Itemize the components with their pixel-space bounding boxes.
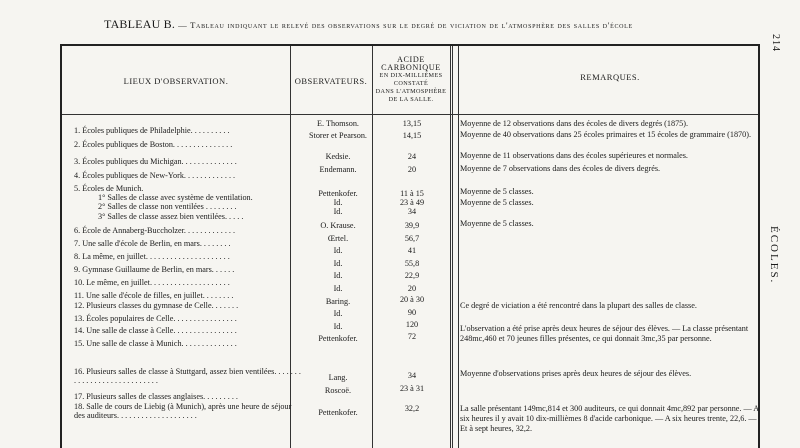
table-row-remarque: Moyenne de 11 observations dans des écoles supérieures et normales. xyxy=(460,151,688,160)
table-row-lieu: 6. École de Annaberg-Buccholzer. . . . . . . . . . . . . xyxy=(74,226,236,235)
table-row-acide: 20 xyxy=(407,165,417,174)
table-row-remarque: Moyenne de 5 classes. xyxy=(460,187,534,196)
table-row-acide: 23 à 49 xyxy=(399,198,425,207)
table-row-acide: 39,9 xyxy=(404,221,420,230)
table-row-observateur: Kedsie. xyxy=(325,152,351,161)
table-row-observateur: Id. xyxy=(333,198,343,207)
table-row-observateur: Id. xyxy=(333,207,343,216)
column-rule xyxy=(458,46,459,448)
table-row-observateur: Œrtel. xyxy=(327,234,349,243)
header-acide-line: DE LA SALLE. xyxy=(388,96,434,103)
header-acide-line: DANS L'ATMOSPHÈRE xyxy=(375,88,447,95)
table-row-acide: 90 xyxy=(407,308,417,317)
header-acide-line: EN DIX-MILLIÈMES xyxy=(379,72,443,79)
table-row-lieu: 10. Le même, en juillet. . . . . . . . . . . . . . . . . . . . xyxy=(74,278,230,287)
header-remarques: REMARQUES. xyxy=(580,72,640,82)
table-row-remarque: La salle présentant 149mc,814 et 300 auditeurs, ce qui donnait 4mc,892 par personne. — A six heures il y avait 10 dix-millièmes 8 d'acide carbonique. — A six heures trente, 22,6. — Et à sept heures, 32,2. xyxy=(460,404,759,433)
table-row-lieu: 14. Une salle de classe à Celle. . . . . . . . . . . . . . . . xyxy=(74,326,237,335)
table-row-acide: 20 à 30 xyxy=(399,295,425,304)
header-acide-line: ACIDE CARBONIQUE xyxy=(381,55,441,72)
table-row-lieu: 12. Plusieurs classes du gymnase de Celle. . . . . . . xyxy=(74,301,239,310)
table-row-observateur: Id. xyxy=(333,309,343,318)
table-row-acide: 55,8 xyxy=(404,259,420,268)
table-row-observateur: Id. xyxy=(333,271,343,280)
table-title xyxy=(104,17,744,32)
header-acide xyxy=(373,56,449,104)
table-row-observateur: Pettenkofer. xyxy=(318,408,358,417)
table-row-lieu: 3. Écoles publiques du Michigan. . . . . . . . . . . . . . xyxy=(74,157,237,166)
table-row-acide: 13,15 xyxy=(402,119,422,128)
side-label: ÉCOLES. xyxy=(768,226,780,285)
table-row-lieu: 5. Écoles de Munich. xyxy=(74,184,144,193)
table-row-observateur: Baring. xyxy=(325,297,351,306)
column-rule xyxy=(450,46,453,448)
table-row-lieu: 4. Écoles publiques de New-York. . . . . . . . . . . . . xyxy=(74,171,236,180)
header-observateurs: OBSERVATEURS. xyxy=(294,76,368,86)
table-row-acide: 11 à 15 xyxy=(400,189,424,198)
header-lieux: LIEUX D'OBSERVATION. xyxy=(123,76,229,86)
table-row-acide: 14,15 xyxy=(402,131,422,140)
table-row-remarque: L'observation a été prise après deux heures de séjour des élèves. — La classe présentant 248mc,460 et 70 jeunes filles présentes, ce qui donnait 3mc,35 par personne. xyxy=(460,324,749,343)
table-row-remarque: Moyenne de 5 classes. xyxy=(460,219,534,228)
table-row-remarque: Moyenne de 12 observations dans des écoles de divers degrés (1875). xyxy=(460,119,689,128)
table-row-lieu: 15. Une salle de classe à Munich. . . . . . . . . . . . . . xyxy=(74,339,237,348)
tableau-label: TABLEAU B. xyxy=(104,17,176,31)
table-row-lieu: 16. Plusieurs salles de classe à Stuttgard, assez bien ventilées. . . . . . . . . . . . . . . . . . . . . . . . . . . . xyxy=(74,367,301,385)
table-row-lieu: 9. Gymnase Guillaume de Berlin, en mars. . . . . . xyxy=(74,265,235,274)
table-row-lieu: 11. Une salle d'école de filles, en juillet. . . . . . . . xyxy=(74,291,234,300)
table-row-acide: 32,2 xyxy=(404,404,420,413)
table-row-observateur: Lang. xyxy=(328,373,348,382)
header-acide-line: CONSTATÉ xyxy=(393,80,429,87)
table-row-lieu: 2° Salles de classe non ventilées . . . . . . . . xyxy=(98,202,237,211)
table-row-lieu: 2. Écoles publiques de Boston. . . . . . . . . . . . . . . xyxy=(74,140,233,149)
table-row-observateur: Id. xyxy=(333,284,343,293)
table-row-lieu: 18. Salle de cours de Liebig (à Munich), après une heure de séjour des auditeurs. . . . . . . . . . . . . . . . . . . . xyxy=(74,402,292,420)
table-row-acide: 72 xyxy=(407,332,417,341)
table-row-remarque: Moyenne de 5 classes. xyxy=(460,198,534,207)
table-row-observateur: Endemann. xyxy=(319,165,357,174)
observation-table xyxy=(60,44,760,448)
table-row-lieu: 8. La même, en juillet. . . . . . . . . . . . . . . . . . . . . xyxy=(74,252,230,261)
table-row-observateur: E. Thomson. xyxy=(317,119,359,128)
table-row-observateur: Pettenkofer. xyxy=(318,189,358,198)
table-row-acide: 34 xyxy=(407,371,417,380)
table-row-lieu: 1° Salles de classe avec système de ventilation. xyxy=(98,193,253,202)
table-row-acide: 34 xyxy=(407,207,417,216)
table-row-acide: 120 xyxy=(405,320,419,329)
table-row-observateur: Id. xyxy=(333,246,343,255)
table-row-observateur: Id. xyxy=(333,259,343,268)
table-row-lieu: 7. Une salle d'école de Berlin, en mars. . . . . . . . xyxy=(74,239,231,248)
header-rule xyxy=(62,114,758,115)
table-row-remarque: Ce degré de viciation a été rencontré dans la plupart des salles de classe. xyxy=(460,301,697,310)
table-row-observateur: Roscoë. xyxy=(324,386,352,395)
table-row-lieu: 17. Plusieurs salles de classes anglaises. . . . . . . . . xyxy=(74,392,238,401)
table-row-lieu: 3° Salles de classe assez bien ventilées. . . . . xyxy=(98,212,244,221)
table-row-observateur: O. Krause. xyxy=(320,221,356,230)
table-row-remarque: Moyenne de 40 observations dans 25 écoles primaires et 15 écoles de grammaire (1870). xyxy=(460,130,752,139)
table-row-remarque: Moyenne de 7 observations dans des écoles de divers degrés. xyxy=(460,164,661,173)
tableau-description: — Tableau indiquant le relevé des observations sur le degré de viciation de l'atmosphère des salles d'école xyxy=(178,20,633,30)
table-row-acide: 22,9 xyxy=(404,271,420,280)
table-row-acide: 56,7 xyxy=(404,234,420,243)
table-row-remarque: Moyenne d'observations prises après deux heures de séjour des élèves. xyxy=(460,369,692,378)
table-row-lieu: 1. Écoles publiques de Philadelphie. . . . . . . . . . xyxy=(74,126,230,135)
table-row-acide: 24 xyxy=(407,152,417,161)
page-number: 214 xyxy=(770,34,781,52)
table-row-observateur: Storer et Pearson. xyxy=(309,131,367,140)
table-row-acide: 20 xyxy=(407,284,417,293)
table-row-observateur: Id. xyxy=(333,322,343,331)
table-row-acide: 23 à 31 xyxy=(399,384,425,393)
table-row-observateur: Pettenkofer. xyxy=(318,334,358,343)
table-row-acide: 41 xyxy=(407,246,417,255)
table-row-lieu: 13. Écoles populaires de Celle. . . . . . . . . . . . . . . . xyxy=(74,314,237,323)
